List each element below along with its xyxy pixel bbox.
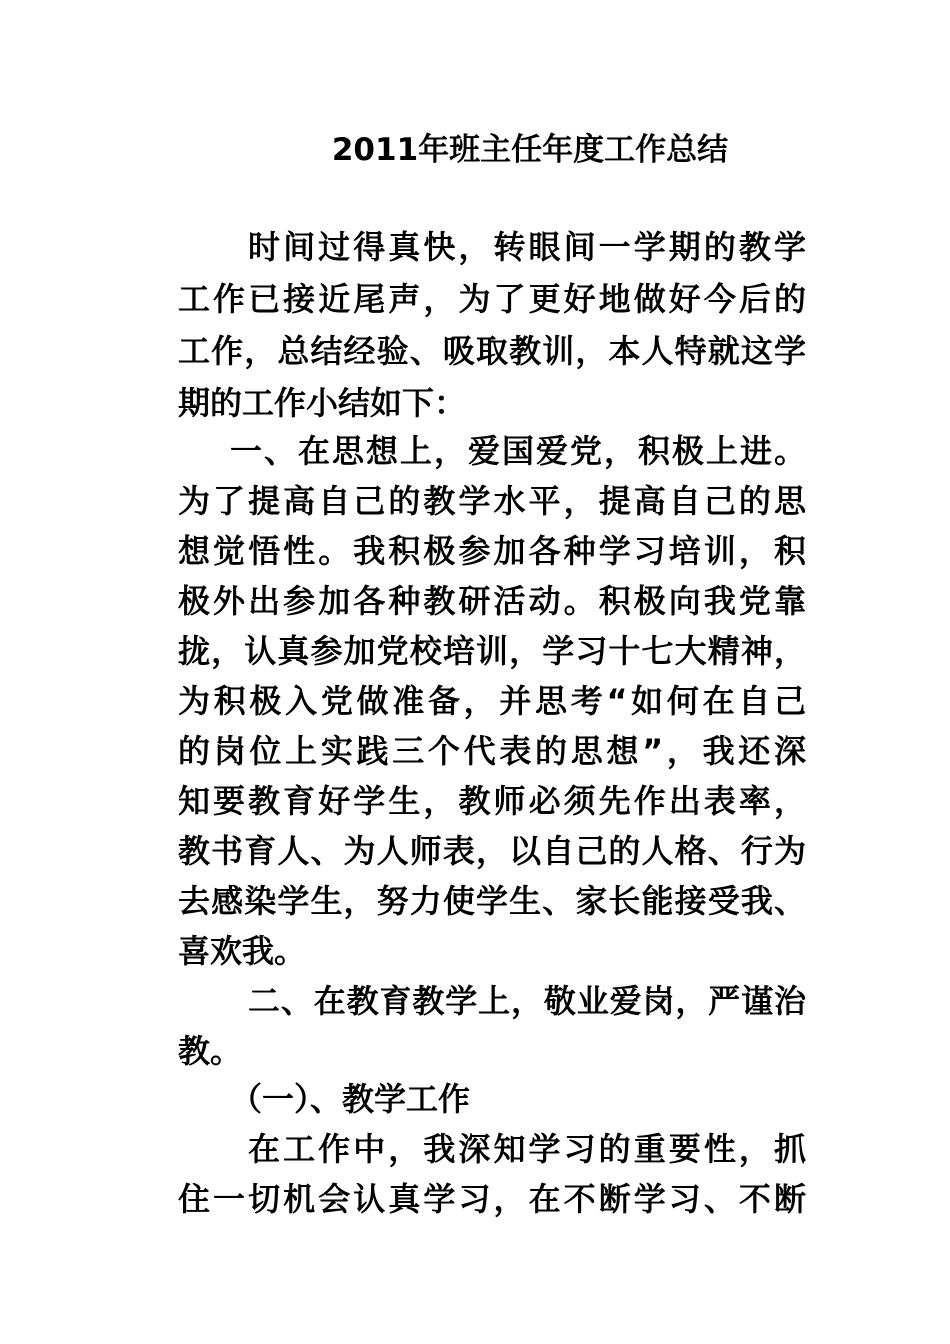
paragraph-line: 知要教育好学生，教师必须先作出表率， bbox=[178, 782, 806, 820]
paragraph-line: 教书育人、为人师表，以自己的人格、行为 bbox=[178, 832, 806, 870]
paragraph-line: 的岗位上实践三个代表的思想”，我还深 bbox=[178, 732, 806, 770]
paragraph-line: 拢，认真参加党校培训，学习十七大精神， bbox=[178, 632, 806, 670]
paragraph-line: 教。 bbox=[178, 1032, 243, 1070]
subsection-heading: （一）、教学工作 bbox=[230, 1080, 471, 1118]
paragraph-line: 工作已接近尾声，为了更好地做好今后的 bbox=[178, 280, 806, 318]
document-title: 2011年班主任年度工作总结 bbox=[331, 132, 729, 168]
section-heading-line: 二、在教育教学上，敬业爱岗，严谨治 bbox=[248, 982, 806, 1020]
paragraph-line: 为了提高自己的教学水平，提高自己的思 bbox=[178, 482, 806, 520]
paragraph-line: 去感染学生，努力使学生、家长能接受我、 bbox=[178, 882, 806, 920]
paragraph-line: 期的工作小结如下： bbox=[178, 384, 467, 422]
paragraph-line: 时间过得真快，转眼间一学期的教学 bbox=[248, 228, 806, 266]
paragraph-line: 喜欢我。 bbox=[178, 932, 307, 970]
paragraph-line: 极外出参加各种教研活动。积极向我党靠 bbox=[178, 582, 806, 620]
paragraph-line: 住一切机会认真学习，在不断学习、不断 bbox=[178, 1180, 806, 1218]
paragraph-line: 在工作中，我深知学习的重要性，抓 bbox=[248, 1130, 806, 1168]
paragraph-line: 工作，总结经验、吸取教训，本人特就这学 bbox=[178, 332, 806, 370]
paragraph-line: 为积极入党做准备，并思考“如何在自己 bbox=[178, 682, 806, 720]
section-heading-line: 一、在思想上，爱国爱党，积极上进。 bbox=[230, 432, 806, 470]
paragraph-line: 想觉悟性。我积极参加各种学习培训，积 bbox=[178, 532, 806, 570]
